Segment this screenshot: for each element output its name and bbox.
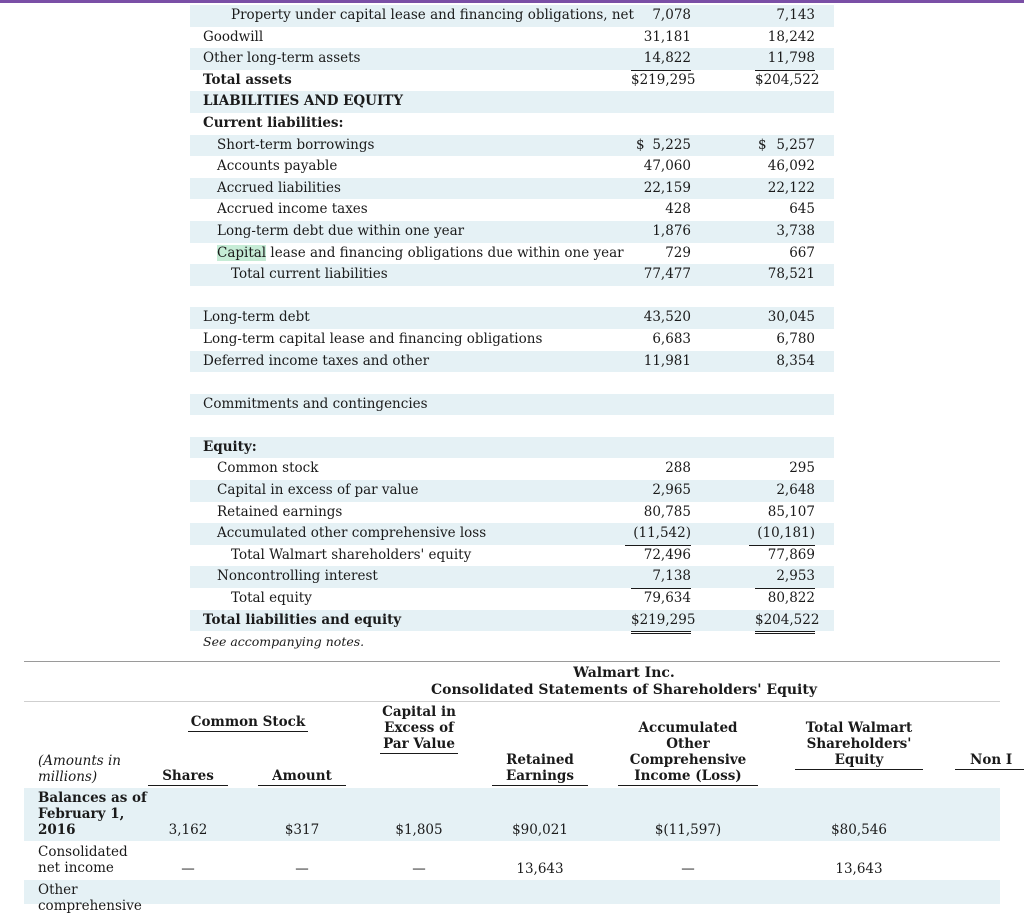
section-heading bbox=[190, 113, 834, 135]
row-label: Accrued income taxes bbox=[217, 201, 368, 218]
value-prior: 22,122 bbox=[767, 179, 815, 196]
table-row bbox=[190, 480, 834, 502]
table-row bbox=[190, 502, 834, 524]
statement-title: Consolidated Statements of Shareholders' Equity bbox=[431, 682, 817, 698]
table-row bbox=[190, 221, 834, 243]
row-label: Other comprehensive bbox=[38, 882, 142, 914]
table-row bbox=[190, 307, 834, 329]
value-prior: 30,045 bbox=[767, 309, 815, 326]
row-label: Total assets bbox=[203, 71, 292, 88]
value-current: 1,876 bbox=[652, 222, 691, 239]
value-prior: 5,257 bbox=[776, 136, 815, 153]
value-current: 47,060 bbox=[643, 158, 691, 175]
value-current: 14,822 bbox=[631, 48, 691, 71]
row-label: Property under capital lease and financing obligations, net bbox=[231, 7, 634, 23]
value-current: $219,295 bbox=[631, 70, 691, 95]
row-label: Goodwill bbox=[203, 28, 264, 45]
cell-retained: 13,643 bbox=[516, 861, 564, 877]
row-label: Other long-term assets bbox=[203, 50, 361, 67]
value-current: 7,138 bbox=[631, 566, 691, 589]
value-current: 22,159 bbox=[643, 179, 691, 196]
value-current: 2,965 bbox=[652, 482, 691, 499]
table-row bbox=[190, 199, 834, 221]
value-current: 43,520 bbox=[643, 309, 691, 326]
row-label: Total equity bbox=[231, 590, 312, 607]
value-current: 729 bbox=[631, 243, 691, 266]
row-label: Accumulated other comprehensive loss bbox=[217, 525, 487, 542]
cell-shares: — bbox=[181, 861, 195, 877]
row-label: Total current liabilities bbox=[231, 266, 388, 283]
cell-aoci: $(11,597) bbox=[654, 822, 722, 838]
row-label: Long-term capital lease and financing obligations bbox=[203, 330, 543, 347]
row-label: Noncontrolling interest bbox=[217, 568, 378, 585]
cell-capital: $1,805 bbox=[395, 822, 443, 838]
row-label: Long-term debt due within one year bbox=[217, 222, 465, 239]
row-label: Short-term borrowings bbox=[217, 136, 375, 153]
row-label: LIABILITIES AND EQUITY bbox=[203, 93, 403, 110]
cell-total: $80,546 bbox=[831, 822, 887, 838]
footnote-row bbox=[190, 631, 834, 653]
table-row bbox=[190, 523, 834, 545]
table-row bbox=[190, 48, 834, 70]
value-prior: 2,648 bbox=[776, 482, 815, 499]
title-divider bbox=[24, 701, 1000, 702]
value-current: (11,542) bbox=[625, 523, 691, 546]
table-row bbox=[190, 610, 834, 632]
col-header-capital: Capital in Excess of Par Value bbox=[380, 704, 458, 754]
value-current: 72,496 bbox=[643, 546, 691, 563]
balance-sheet bbox=[190, 5, 834, 653]
table-row bbox=[24, 842, 1000, 879]
value-prior: 645 bbox=[789, 201, 815, 218]
value-prior: 295 bbox=[789, 460, 815, 477]
value-prior: 2,953 bbox=[755, 566, 815, 589]
cell-amount: $317 bbox=[284, 822, 320, 838]
row-label: Commitments and contingencies bbox=[203, 395, 428, 412]
common-stock-group-header: Common Stock bbox=[188, 714, 308, 732]
row-label: Total Walmart shareholders' equity bbox=[231, 546, 472, 563]
table-row bbox=[190, 545, 834, 567]
table-row bbox=[190, 135, 834, 157]
table-row bbox=[190, 264, 834, 286]
dollar-sign: $ bbox=[758, 136, 767, 153]
value-prior: 85,107 bbox=[767, 503, 815, 520]
value-prior: 80,822 bbox=[755, 588, 815, 611]
value-current: 288 bbox=[665, 460, 691, 477]
col-header-retained: Retained Earnings bbox=[492, 752, 588, 786]
row-label: Consolidated net income bbox=[38, 844, 128, 876]
col-header-total: Total Walmart Shareholders' Equity bbox=[795, 720, 923, 770]
value-prior: (10,181) bbox=[749, 523, 815, 546]
cell-capital: — bbox=[412, 861, 426, 877]
row-label: Accrued liabilities bbox=[217, 179, 341, 196]
value-current: 7,078 bbox=[652, 7, 691, 23]
row-label: Capital in excess of par value bbox=[217, 482, 419, 499]
cell-shares: 3,162 bbox=[168, 822, 208, 838]
value-prior: $204,522 bbox=[755, 70, 815, 95]
cell-aoci: — bbox=[681, 861, 695, 877]
value-prior: 667 bbox=[755, 243, 815, 266]
value-prior: 46,092 bbox=[767, 158, 815, 175]
col-header-noncontrolling: Non I bbox=[955, 752, 1024, 770]
value-prior: 3,738 bbox=[776, 222, 815, 239]
search-highlight: Capital bbox=[217, 244, 267, 261]
row-label: Deferred income taxes and other bbox=[203, 352, 430, 369]
cell-amount: — bbox=[295, 861, 309, 877]
value-current: 5,225 bbox=[652, 136, 691, 153]
table-row bbox=[190, 70, 834, 92]
value-prior: 8,354 bbox=[776, 352, 815, 369]
value-prior: 18,242 bbox=[767, 28, 815, 45]
table-row bbox=[190, 178, 834, 200]
row-label: Common stock bbox=[217, 460, 319, 477]
table-row bbox=[24, 788, 1000, 841]
table-row bbox=[24, 880, 1000, 914]
spacer-row bbox=[190, 372, 834, 394]
row-label: Retained earnings bbox=[217, 503, 343, 520]
amounts-note: (Amounts in millions) bbox=[38, 753, 121, 785]
spacer-row bbox=[190, 286, 834, 308]
table-row bbox=[190, 351, 834, 373]
table-row bbox=[190, 329, 834, 351]
value-current: $219,295 bbox=[631, 610, 691, 635]
value-prior: 78,521 bbox=[767, 266, 815, 283]
table-row bbox=[190, 5, 834, 27]
cell-total: 13,643 bbox=[835, 861, 883, 877]
cell-retained: $90,021 bbox=[512, 822, 568, 838]
value-current: 80,785 bbox=[643, 503, 691, 520]
value-current: 31,181 bbox=[643, 28, 691, 45]
table-row bbox=[190, 458, 834, 480]
value-current: 6,683 bbox=[652, 330, 691, 347]
col-header-shares: Shares bbox=[148, 768, 228, 786]
value-current: 11,981 bbox=[643, 352, 691, 369]
section-heading bbox=[190, 437, 834, 459]
table-row bbox=[190, 243, 834, 265]
value-prior: 11,798 bbox=[755, 48, 815, 71]
value-current: 428 bbox=[665, 201, 691, 218]
col-header-aoci: Accumulated Other Comprehensive Income (Loss) bbox=[618, 720, 758, 786]
value-current: 77,477 bbox=[643, 266, 691, 283]
table-row bbox=[190, 566, 834, 588]
company-name: Walmart Inc. bbox=[573, 665, 675, 681]
row-label: Equity: bbox=[203, 438, 257, 455]
table-row bbox=[190, 27, 834, 49]
row-label: Accounts payable bbox=[217, 158, 338, 175]
row-label: Capital lease and financing obligations due within one year bbox=[217, 244, 624, 261]
row-label: Balances as of February 1, 2016 bbox=[38, 790, 147, 838]
spacer-row bbox=[190, 415, 834, 437]
row-label: Total liabilities and equity bbox=[203, 611, 402, 628]
value-current: 79,634 bbox=[631, 588, 691, 611]
footnote: See accompanying notes. bbox=[203, 634, 365, 650]
table-row bbox=[190, 156, 834, 178]
section-heading bbox=[190, 91, 834, 113]
section-divider bbox=[24, 661, 1000, 662]
value-prior: 6,780 bbox=[776, 330, 815, 347]
value-prior: $204,522 bbox=[755, 610, 815, 635]
value-prior: 7,143 bbox=[776, 7, 815, 23]
window-top-bar bbox=[0, 0, 1024, 3]
row-label: Current liabilities: bbox=[203, 114, 344, 131]
dollar-sign: $ bbox=[636, 136, 645, 153]
row-label: Long-term debt bbox=[203, 309, 310, 326]
value-prior: 77,869 bbox=[767, 546, 815, 563]
table-row bbox=[190, 394, 834, 416]
col-header-amount: Amount bbox=[258, 768, 346, 786]
table-row bbox=[190, 588, 834, 610]
